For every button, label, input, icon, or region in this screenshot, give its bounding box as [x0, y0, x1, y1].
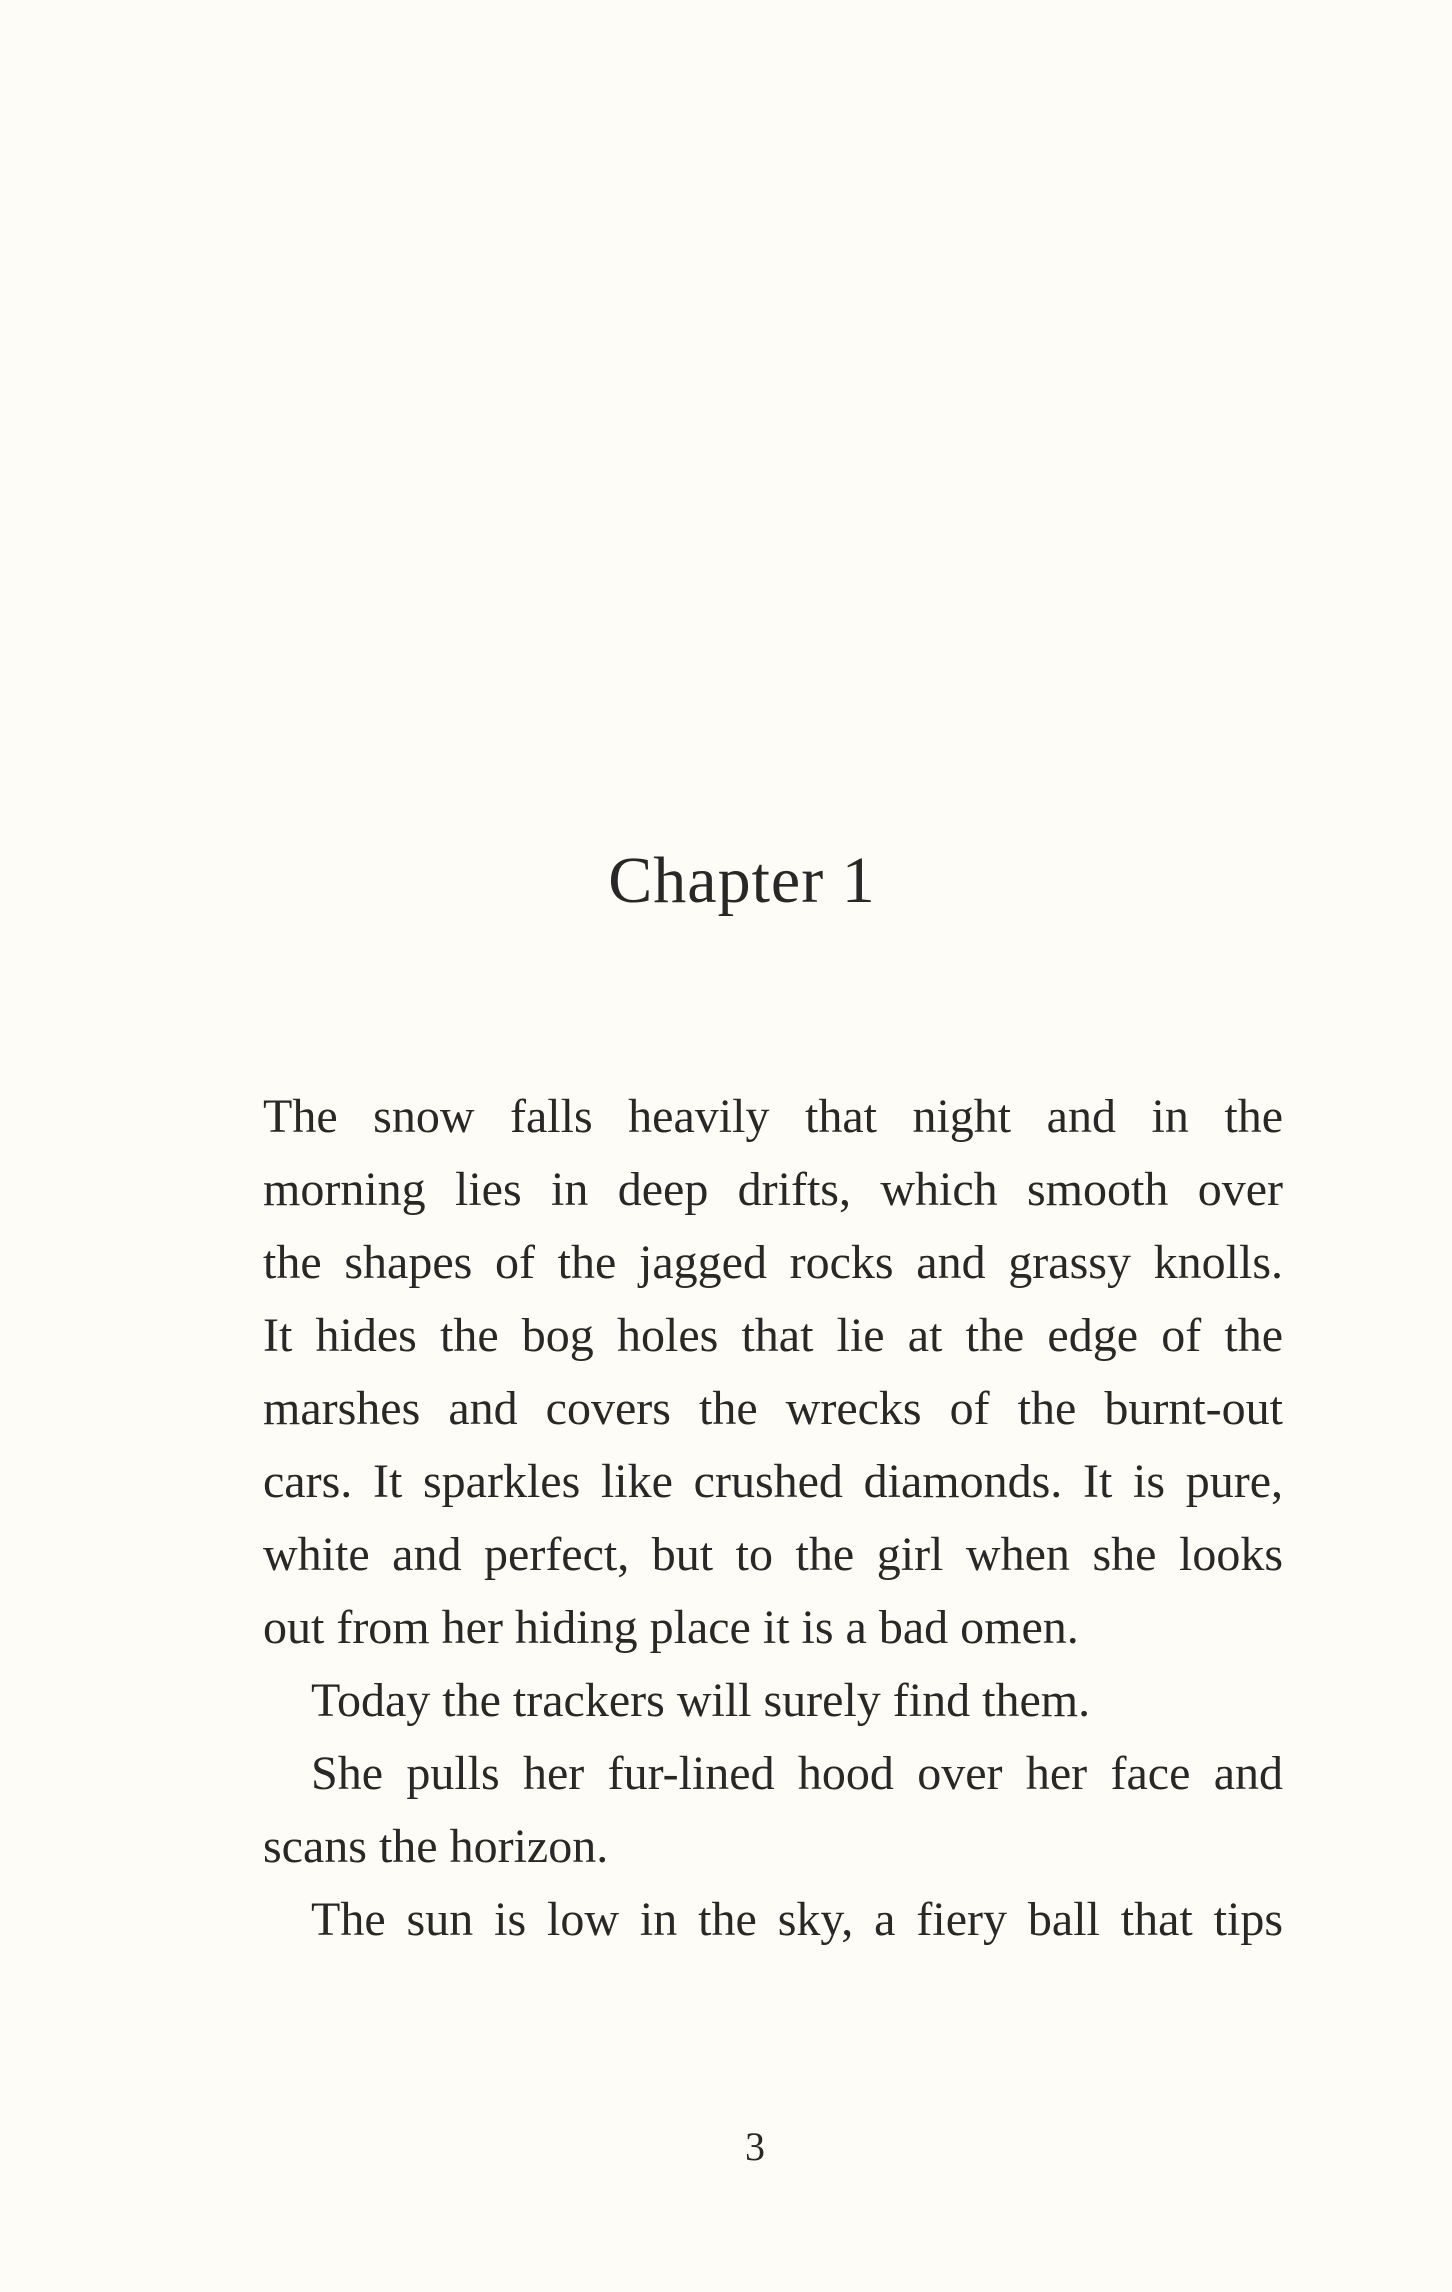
chapter-body — [263, 1080, 1283, 1956]
text-line: The sun is low in the sky, a fiery ball that tips — [311, 1893, 1283, 1946]
text-line: the shapes of the jagged rocks and grassy knolls. — [263, 1236, 1283, 1289]
paragraph-3 — [263, 1737, 1283, 1883]
text-line: It hides the bog holes that lie at the edge of the — [263, 1309, 1283, 1362]
text-line: The snow falls heavily that night and in the — [263, 1090, 1283, 1143]
text-line: marshes and covers the wrecks of the burnt-out — [263, 1382, 1283, 1435]
text-line: out from her hiding place it is a bad omen. — [263, 1601, 1079, 1654]
text-line: morning lies in deep drifts, which smooth over — [263, 1163, 1283, 1216]
page-number: 3 — [745, 2124, 765, 2169]
paragraph-4 — [263, 1883, 1283, 1956]
text-line: Today the trackers will surely find them. — [311, 1674, 1091, 1727]
paragraph-1 — [263, 1080, 1283, 1664]
paragraph-2 — [263, 1664, 1283, 1737]
text-line: She pulls her fur-lined hood over her face and — [311, 1747, 1283, 1800]
text-line: white and perfect, but to the girl when she looks — [263, 1528, 1283, 1581]
text-line: cars. It sparkles like crushed diamonds. It is pure, — [263, 1455, 1283, 1508]
text-line: scans the horizon. — [263, 1820, 609, 1873]
chapter-title: Chapter 1 — [608, 844, 876, 917]
